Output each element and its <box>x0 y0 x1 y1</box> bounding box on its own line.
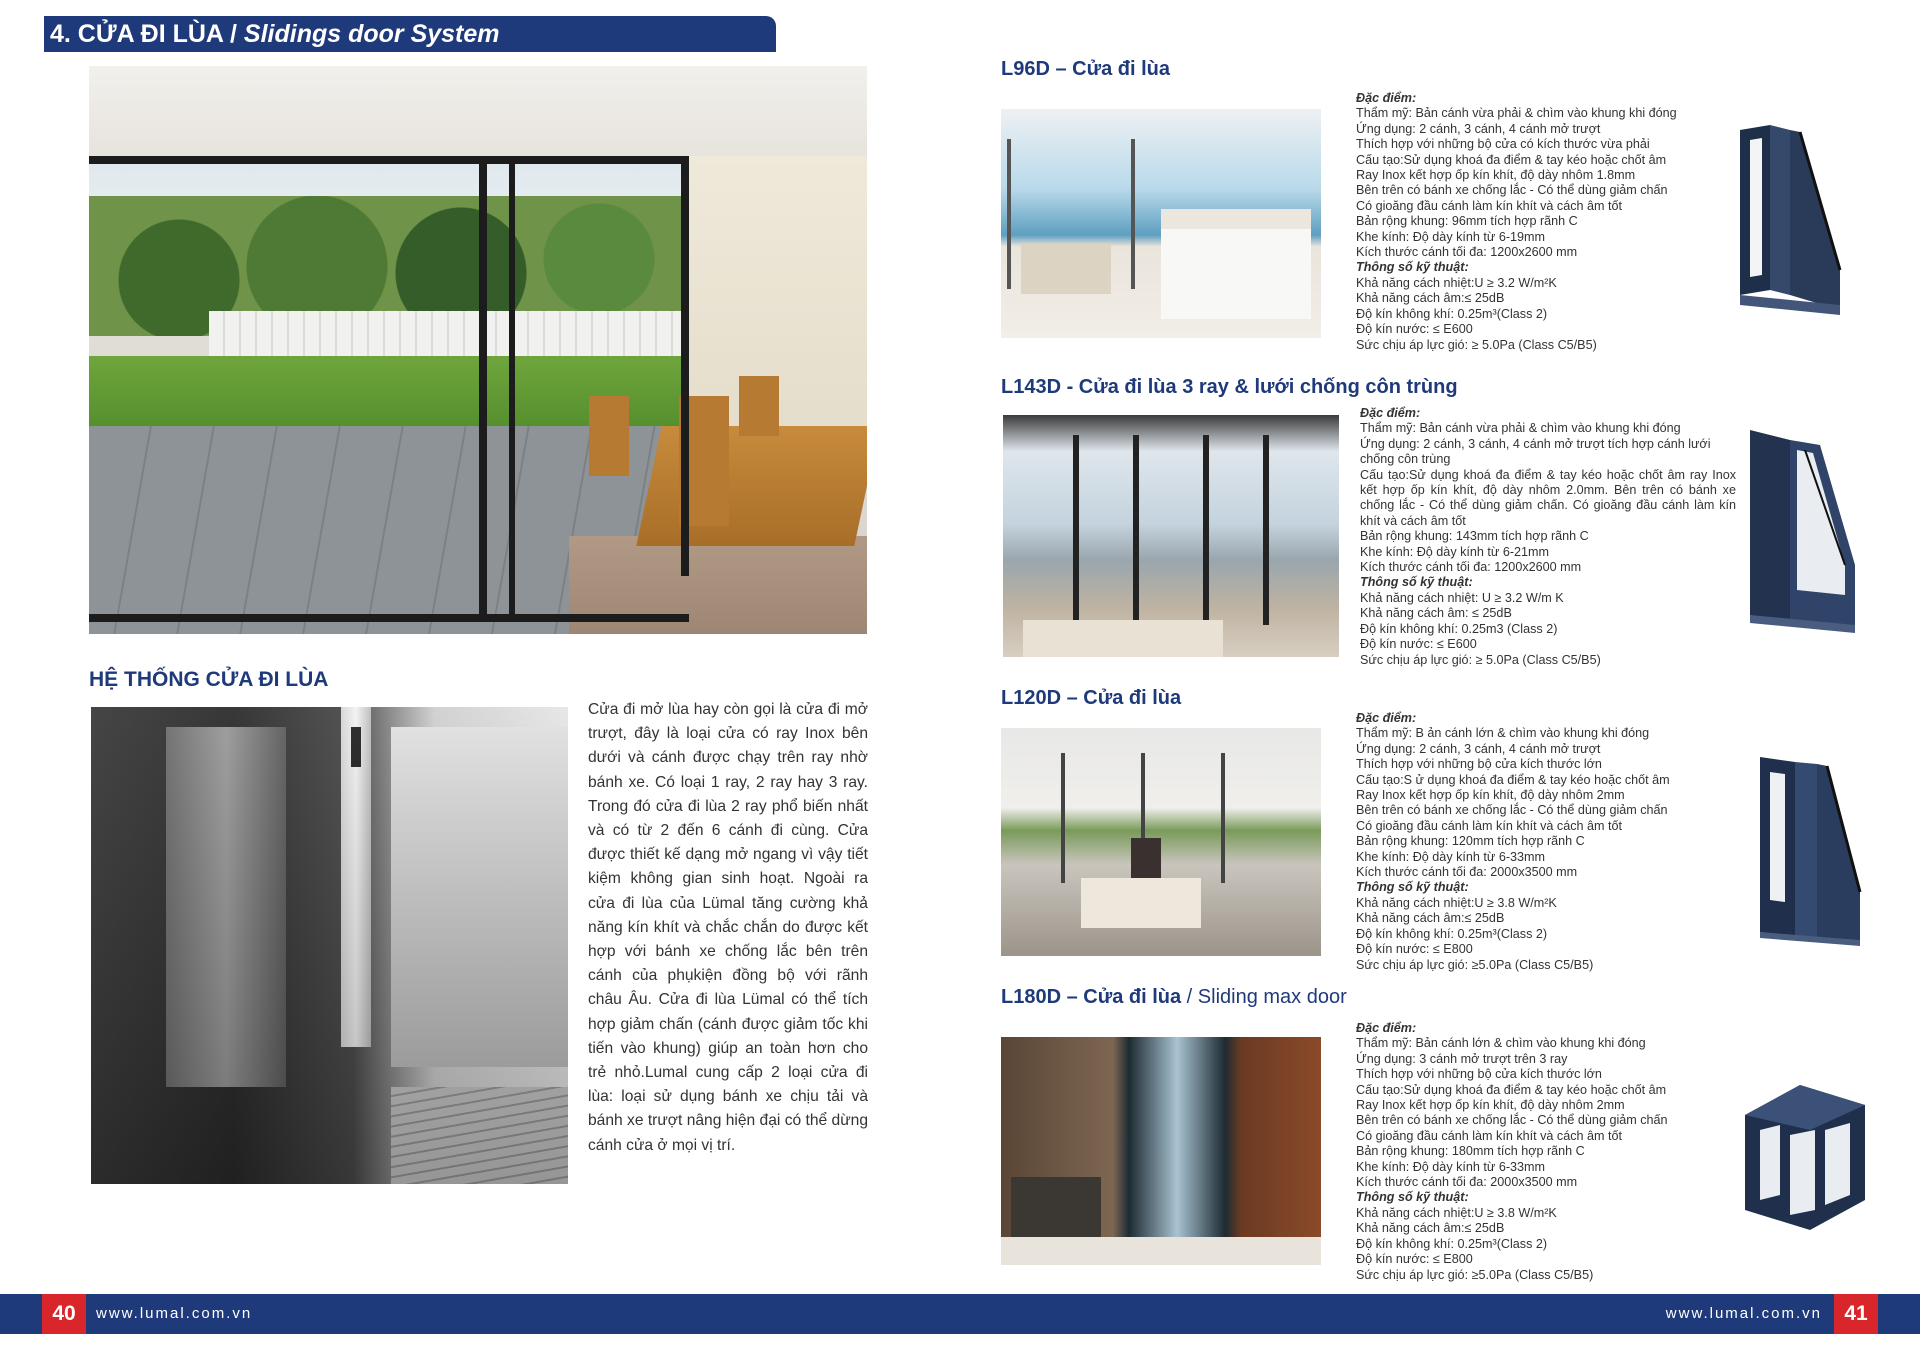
feature-line: Bên trên có bánh xe chống lắc - Có thể dùng giảm chấn <box>1356 803 1668 818</box>
feature-line: Có gioăng đầu cánh làm kín khít và cách âm tốt <box>1356 198 1623 213</box>
spec-line: Khả năng cách âm:≤ 25dB <box>1356 1221 1505 1236</box>
feature-line: Ứng dụng: 2 cánh, 3 cánh, 4 cánh mở trượt tích hợp cánh lưới chống côn trùng <box>1360 436 1711 467</box>
sliding-door-detail-photo <box>91 707 568 1184</box>
features-label: Đặc điểm: <box>1356 91 1417 105</box>
feature-line: Thẩm mỹ: Bản cánh lớn & chìm vào khung khi đóng <box>1356 1036 1646 1051</box>
spec-line: Khả năng cách âm:≤ 25dB <box>1356 291 1505 306</box>
l143d-spec-block <box>1360 406 1736 668</box>
l143d-profile-drawing <box>1745 425 1865 635</box>
feature-line: Khe kính: Độ dày kính từ 6-33mm <box>1356 849 1546 864</box>
feature-line: Thẩm mỹ: Bản cánh vừa phải & chìm vào khung khi đóng <box>1360 421 1681 436</box>
spec-line: Độ kín không khí: 0.25m³(Class 2) <box>1356 306 1548 321</box>
product-title-l120d <box>1001 687 1181 710</box>
feature-line: Ứng dụng: 2 cánh, 3 cánh, 4 cánh mở trượt <box>1356 121 1601 136</box>
spec-line: Sức chịu áp lực gió: ≥5.0Pa (Class C5/B5) <box>1356 1267 1594 1282</box>
feature-line: Ứng dụng: 3 cánh mở trượt trên 3 ray <box>1356 1051 1568 1066</box>
section-title-en: Slidings door System <box>243 20 500 48</box>
page-number-left: 40 <box>42 1294 86 1334</box>
feature-line: Cấu tạo:Sử dụng khoá đa điểm & tay kéo hoặc chốt âm ray Inox kết hợp ốp kín khít, độ dày nhôm 2.0mm. Bên trên có bánh xe chống lắc - Có thể dùng giảm chấn. Có gioăng đầu cánh làm kín khít và cách âm tốt <box>1360 467 1736 528</box>
feature-line: Bên trên có bánh xe chống lắc - Có thể dùng giảm chấn <box>1356 183 1668 198</box>
l120d-living-room-photo <box>1001 728 1321 956</box>
section-title-band <box>44 16 776 52</box>
spec-line: Độ kín nước: ≤ E600 <box>1360 637 1477 652</box>
feature-line: Khe kính: Độ dày kính từ 6-21mm <box>1360 544 1550 559</box>
feature-line: Khe kính: Độ dày kính từ 6-19mm <box>1356 229 1546 244</box>
product-code: L96D – Cửa đi lùa <box>1001 58 1170 80</box>
spec-line: Sức chịu áp lực gió: ≥ 5.0Pa (Class C5/B5) <box>1356 337 1597 352</box>
l180d-spec-block <box>1356 1021 1708 1283</box>
spec-line: Sức chịu áp lực gió: ≥ 5.0Pa (Class C5/B5) <box>1360 652 1601 667</box>
feature-line: Bản rộng khung: 120mm tích hợp rãnh C <box>1356 834 1585 849</box>
product-title-l143d <box>1001 376 1458 399</box>
section-title-vi: 4. CỬA ĐI LÙA <box>50 20 224 48</box>
l143d-balcony-photo <box>1003 415 1339 657</box>
product-code: L180D – Cửa đi lùa <box>1001 986 1182 1008</box>
feature-line: Thích hợp với những bộ cửa kích thước lớn <box>1356 757 1602 772</box>
page-number-right: 41 <box>1834 1294 1878 1334</box>
l96d-bedroom-photo <box>1001 109 1321 338</box>
footer-bar <box>0 1294 1920 1334</box>
spec-line: Khả năng cách nhiệt:U ≥ 3.8 W/m²K <box>1356 1205 1557 1220</box>
spec-line: Độ kín không khí: 0.25m³(Class 2) <box>1356 926 1548 941</box>
sliding-door-room-photo <box>89 66 867 634</box>
specs-label: Thông số kỹ thuật: <box>1356 1190 1469 1205</box>
section-title-separator: / <box>223 20 244 48</box>
feature-line: Ray Inox kết hợp ốp kín khít, độ dày nhôm 2mm <box>1356 788 1625 803</box>
feature-line: Kích thước cánh tối đa: 2000x3500 mm <box>1356 1175 1578 1190</box>
l120d-spec-block <box>1356 711 1708 973</box>
spec-line: Khả năng cách âm: ≤ 25dB <box>1360 606 1512 621</box>
feature-line: Cấu tạo:Sử dụng khoá đa điểm & tay kéo hoặc chốt âm <box>1356 1082 1667 1097</box>
feature-line: Thẩm mỹ: Bản cánh vừa phải & chìm vào khung khi đóng <box>1356 106 1677 121</box>
specs-label: Thông số kỹ thuật: <box>1356 260 1469 275</box>
l96d-profile-drawing <box>1730 120 1850 320</box>
features-label: Đặc điểm: <box>1356 1021 1417 1035</box>
feature-line: Kích thước cánh tối đa: 1200x2600 mm <box>1360 560 1582 575</box>
feature-line: Cấu tạo:S ử dụng khoá đa điểm & tay kéo hoặc chốt âm <box>1356 772 1670 787</box>
feature-line: Thích hợp với những bộ cửa kích thước lớn <box>1356 1067 1602 1082</box>
feature-line: Bản rộng khung: 143mm tích hợp rãnh C <box>1360 529 1589 544</box>
feature-line: Ray Inox kết hợp ốp kín khít, độ dày nhôm 1.8mm <box>1356 168 1636 183</box>
product-suffix: / Sliding max door <box>1181 986 1347 1008</box>
spec-line: Độ kín nước: ≤ E800 <box>1356 1252 1473 1267</box>
product-title-l96d <box>1001 58 1170 81</box>
spec-line: Sức chịu áp lực gió: ≥5.0Pa (Class C5/B5) <box>1356 957 1594 972</box>
feature-line: Có gioăng đầu cánh làm kín khít và cách âm tốt <box>1356 818 1623 833</box>
spec-line: Độ kín nước: ≤ E800 <box>1356 942 1473 957</box>
product-code: L143D - Cửa đi lùa 3 ray & lưới chống côn trùng <box>1001 376 1458 398</box>
features-label: Đặc điểm: <box>1360 406 1421 420</box>
specs-label: Thông số kỹ thuật: <box>1356 880 1469 895</box>
feature-line: Bản rộng khung: 96mm tích hợp rãnh C <box>1356 214 1578 229</box>
product-code: L120D – Cửa đi lùa <box>1001 687 1182 709</box>
feature-line: Bản rộng khung: 180mm tích hợp rãnh C <box>1356 1144 1585 1159</box>
l120d-profile-drawing <box>1755 752 1865 947</box>
spec-line: Khả năng cách nhiệt:U ≥ 3.2 W/m²K <box>1356 275 1557 290</box>
website-link-left[interactable]: www.lumal.com.vn <box>96 1305 253 1322</box>
feature-line: Ray Inox kết hợp ốp kín khít, độ dày nhôm 2mm <box>1356 1098 1625 1113</box>
spec-line: Khả năng cách âm:≤ 25dB <box>1356 911 1505 926</box>
l96d-spec-block <box>1356 91 1708 353</box>
sliding-system-heading: HỆ THỐNG CỬA ĐI LÙA <box>89 668 329 691</box>
feature-line: Kích thước cánh tối đa: 2000x3500 mm <box>1356 865 1578 880</box>
sliding-system-description: Cửa đi mở lùa hay còn gọi là cửa đi mở trượt, đây là loại cửa có ray Inox bên dưới và cánh được chạy trên ray nhờ bánh xe. Có loại 1 ray, 2 ray hay 3 ray. Trong đó cửa đi lùa 2 ray phổ biến nhất và có từ 2 đến 6 cánh đi cùng. Cửa được thiết kế dạng mở ngang vì vậy tiết kiệm không gian sinh hoạt. Ngoài ra cửa đi lùa của Lümal tăng cường khả năng kín khít và chắc chắn do được kết hợp với bánh xe chống lắc bên trên cánh của phụkiện đồng bộ với rãnh châu Âu. Cửa đi lùa Lümal có thể tích hợp giảm chấn (cánh được giảm tốc khi tiến vào khung) giúp an toàn hơn cho trẻ nhỏ.Lumal cung cấp 2 loại cửa đi lùa: loại sử dụng bánh xe chịu tải và bánh xe trượt nâng hiện đại có thể dừng cánh cửa ở mọi vị trí. <box>588 701 868 1154</box>
spec-line: Khả năng cách nhiệt:U ≥ 3.8 W/m²K <box>1356 895 1557 910</box>
features-label: Đặc điểm: <box>1356 711 1417 725</box>
feature-line: Có gioăng đầu cánh làm kín khít và cách âm tốt <box>1356 1128 1623 1143</box>
spec-line: Độ kín không khí: 0.25m³(Class 2) <box>1356 1236 1548 1251</box>
feature-line: Ứng dụng: 2 cánh, 3 cánh, 4 cánh mở trượt <box>1356 741 1601 756</box>
l180d-interior-photo <box>1001 1037 1321 1265</box>
product-title-l180d <box>1001 986 1347 1009</box>
feature-line: Kích thước cánh tối đa: 1200x2600 mm <box>1356 245 1578 260</box>
feature-line: Thích hợp với những bộ cửa có kích thước vừa phải <box>1356 137 1650 152</box>
spec-line: Độ kín không khí: 0.25m3 (Class 2) <box>1360 621 1558 636</box>
feature-line: Bên trên có bánh xe chống lắc - Có thể dùng giảm chấn <box>1356 1113 1668 1128</box>
feature-line: Thẩm mỹ: B ản cánh lớn & chìm vào khung khi đóng <box>1356 726 1650 741</box>
feature-line: Khe kính: Độ dày kính từ 6-33mm <box>1356 1159 1546 1174</box>
spec-line: Khả năng cách nhiệt: U ≥ 3.2 W/m K <box>1360 590 1564 605</box>
feature-line: Cấu tạo:Sử dụng khoá đa điểm & tay kéo hoặc chốt âm <box>1356 152 1667 167</box>
spec-line: Độ kín nước: ≤ E600 <box>1356 322 1473 337</box>
l180d-profile-drawing <box>1740 1075 1870 1235</box>
website-link-right[interactable]: www.lumal.com.vn <box>1665 1305 1822 1322</box>
specs-label: Thông số kỹ thuật: <box>1360 575 1473 590</box>
